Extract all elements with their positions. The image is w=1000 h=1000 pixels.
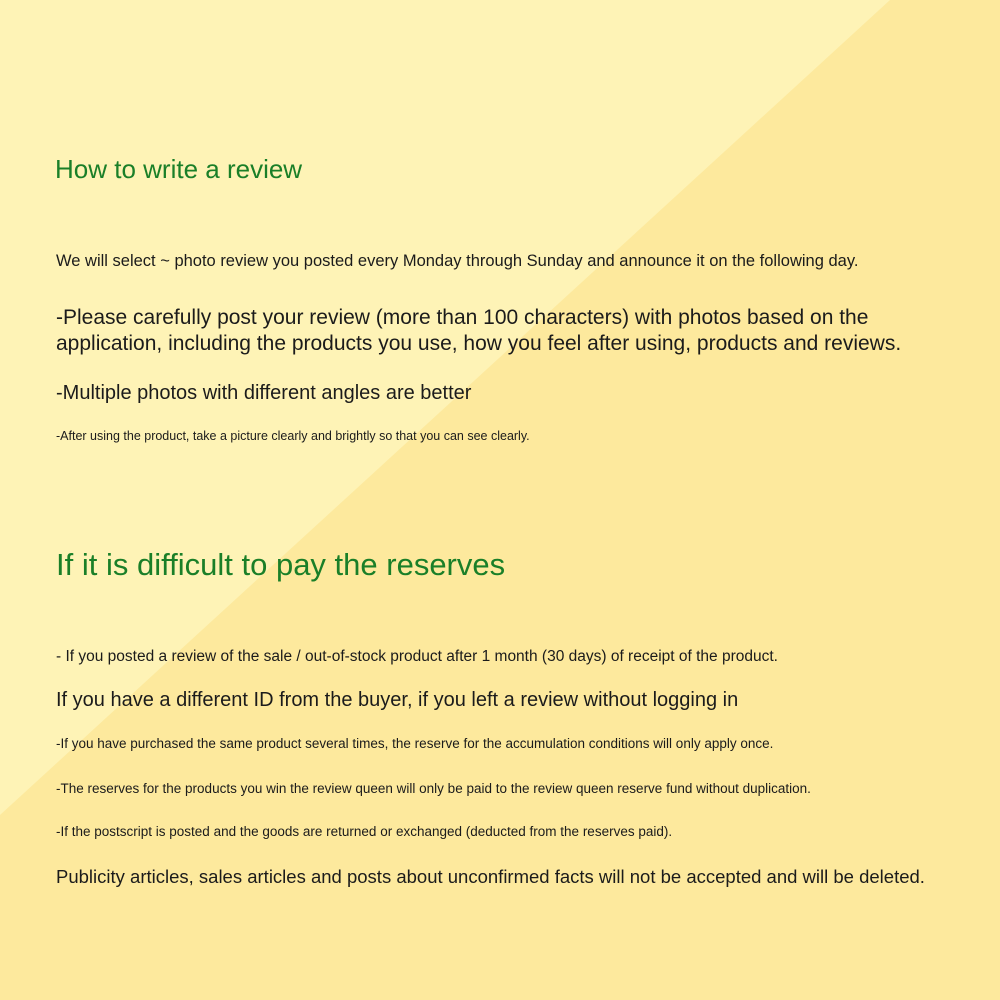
review-after-use-text: -After using the product, take a picture clearly and brightly so that you can see clearly.: [56, 429, 530, 443]
review-careful-text: -Please carefully post your review (more than 100 characters) with photos based on the application, including the products you use, how you feel after using, products and reviews.: [56, 306, 902, 355]
reserves-item: -The reserves for the products you win the review queen will only be paid to the review queen reserve fund without duplication.: [56, 781, 811, 796]
reserves-item: -If the postscript is posted and the goods are returned or exchanged (deducted from the reserves paid).: [56, 824, 673, 839]
review-multiple-photos-text: -Multiple photos with different angles are better: [56, 382, 472, 404]
review-intro-text: We will select ~ photo review you posted every Monday through Sunday and announce it on the following day.: [56, 252, 859, 270]
reserves-item: - If you posted a review of the sale / out-of-stock product after 1 month (30 days) of receipt of the product.: [56, 648, 778, 665]
review-section-title: How to write a review: [55, 154, 303, 184]
reserves-item: -If you have purchased the same product several times, the reserve for the accumulation conditions will only apply once.: [56, 736, 774, 751]
reserves-item: Publicity articles, sales articles and posts about unconfirmed facts will not be accepted and will be deleted.: [56, 866, 925, 887]
reserves-section-title: If it is difficult to pay the reserves: [56, 547, 506, 582]
reserves-item: If you have a different ID from the buyer, if you left a review without logging in: [56, 689, 739, 711]
